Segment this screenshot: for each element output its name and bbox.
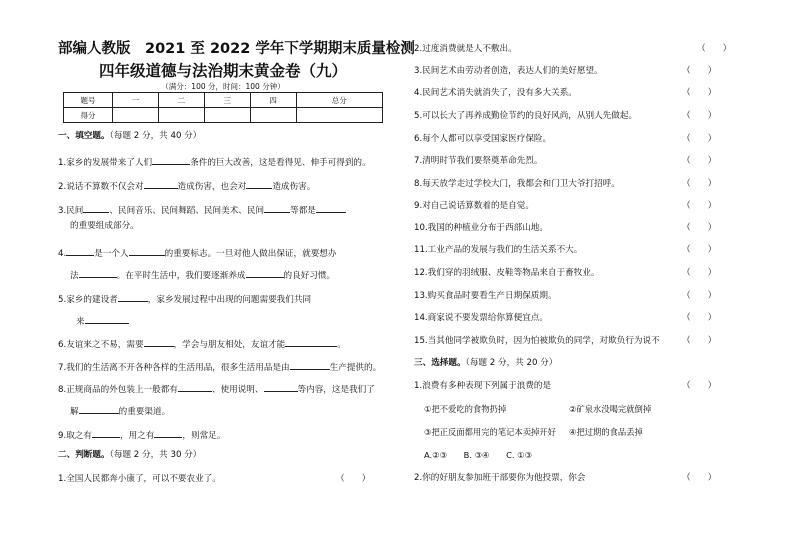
answer-blank[interactable] <box>144 179 178 189</box>
answer-paren[interactable]: （ ） <box>682 223 717 233</box>
answer-paren[interactable]: （ ） <box>682 111 717 121</box>
answer-blank[interactable] <box>178 382 212 392</box>
question-text: 的重要组成部分。 <box>70 221 139 231</box>
question-text: 7.我们的生活离不开各种各样的生活用品，很多生活用品是由 <box>58 363 290 373</box>
question-text: 2.过度消费就是人不敷出。 <box>414 44 517 54</box>
question-text: 造成伤害，也会对 <box>177 182 247 192</box>
question-text: 5.可以长大了再养成勤俭节约的良好风尚，从别人先做起。 <box>414 111 638 121</box>
section2-heading <box>58 450 398 461</box>
question-text: 。 <box>337 340 346 350</box>
exam-title-line2: 四年级道德与法治期末黄金卷（九） <box>98 62 347 80</box>
answer-blank[interactable] <box>85 314 129 324</box>
question-text: 生产提供的。 <box>329 363 382 373</box>
question-text: 9.取之有 <box>58 431 92 441</box>
question-text: 来 <box>76 317 85 327</box>
question-text: 等都是 <box>290 206 316 216</box>
answer-paren[interactable]: （ ） <box>682 313 717 323</box>
answer-blank[interactable] <box>144 337 174 347</box>
right-column <box>414 0 744 548</box>
question-text: 6.每个人都可以享受国家医疗保险。 <box>414 134 552 144</box>
fill-question-4 <box>58 246 398 260</box>
question-text: 3.民间 <box>58 206 84 216</box>
score-cell: 总分 <box>296 93 382 108</box>
fill-question-3-cont <box>70 221 410 232</box>
answer-blank[interactable] <box>83 203 109 213</box>
answer-paren[interactable]: （ ） <box>336 474 371 484</box>
score-cell: 得分 <box>64 108 113 123</box>
answer-blank[interactable] <box>79 404 119 414</box>
section-points: （每题 2 分，共 40 分） <box>109 131 202 141</box>
fill-question-8-cont <box>70 404 410 418</box>
score-table-header-row <box>64 93 383 108</box>
score-cell: 一 <box>113 93 159 108</box>
answer-paren[interactable]: （ ） <box>682 156 717 166</box>
fill-question-6 <box>58 337 398 351</box>
answer-blank[interactable] <box>285 337 337 347</box>
question-text: 12.我们穿的羽绒服、皮鞋等物品来自于畜牧业。 <box>414 268 600 278</box>
question-text: 、民间音乐、民间舞蹈、民间美术、民间 <box>109 206 265 216</box>
question-text: 1.全国人民都奔小康了，可以不要农业了。 <box>58 474 221 484</box>
score-cell: 四 <box>250 93 296 108</box>
question-text: 13.购买食品时要看生产日期保质期。 <box>414 291 557 301</box>
section-points: （每题 2 分，共 30 分） <box>109 450 202 460</box>
section-points: （每题 2 分，共 20 分） <box>465 358 558 368</box>
score-cell: 题号 <box>64 93 113 108</box>
question-text: 2.你的好朋友参加班干部要你为他投票，你会 <box>414 473 586 483</box>
question-text: ，家乡发展过程中出现的问题需要我们共同 <box>147 295 312 305</box>
choice-option: ④把过期的食品丢掉 <box>569 427 643 437</box>
answer-paren[interactable]: （ ） <box>682 336 717 346</box>
question-text: 5.家乡的建设者 <box>58 295 118 305</box>
answer-blank[interactable] <box>246 268 284 278</box>
answer-blank[interactable] <box>152 155 190 165</box>
exam-note: （满分：100 分，时间：100 分钟） <box>161 82 285 91</box>
question-text: 、使用说明、 <box>211 385 264 395</box>
question-text: 。在平时生活中，我们要逐渐养成 <box>116 271 246 281</box>
question-text: 法 <box>70 271 79 281</box>
question-text: 是一个人 <box>94 249 129 259</box>
score-input-cell[interactable] <box>113 108 159 123</box>
section-title: 一、填空题。 <box>58 131 110 141</box>
answer-paren[interactable]: （ ） <box>682 179 717 189</box>
question-text: 4. <box>58 249 67 259</box>
question-text: 的良好习惯。 <box>283 271 336 281</box>
answer-blank[interactable] <box>316 203 346 213</box>
question-text: ，则常足。 <box>182 431 226 441</box>
answer-paren[interactable]: （ ） <box>682 381 717 391</box>
question-text: 9.对自己说话算数着的是自觉。 <box>414 201 534 211</box>
answer-paren[interactable]: （ ） <box>682 245 717 255</box>
score-input-cell[interactable] <box>158 108 204 123</box>
fill-question-2 <box>58 179 398 193</box>
score-input-cell[interactable] <box>296 108 382 123</box>
question-text: 条件的巨大改善，这是看得见、伸手可得到的。 <box>190 158 371 168</box>
section-title: 三、选择题。 <box>414 358 466 368</box>
fill-question-7 <box>58 360 398 374</box>
answer-paren[interactable]: （ ） <box>682 268 717 278</box>
question-text: 的重要标志。一旦对他人做出保证，就要想办 <box>164 249 337 259</box>
answer-paren[interactable]: （ ） <box>682 66 717 76</box>
answer-paren[interactable]: （ ） <box>682 291 717 301</box>
choice-option: ③把正反面都用完的笔记本卖掉开好 <box>424 427 556 437</box>
section3-heading <box>414 358 754 369</box>
answer-paren[interactable]: （ ） <box>682 201 717 211</box>
choice-option: ①把不爱吃的食物扔掉 <box>424 404 507 414</box>
answer-blank[interactable] <box>154 428 182 438</box>
answer-blank[interactable] <box>92 428 120 438</box>
question-text: 4.民间艺术消失就消失了，没有多大关系。 <box>414 88 577 98</box>
fill-question-5 <box>58 292 398 306</box>
section-title: 二、判断题。 <box>58 450 110 460</box>
question-text: 7.清明时节我们要祭奠革命先烈。 <box>414 156 543 166</box>
question-text: 8.每天放学走过学校大门，我都会和门卫大爷打招呼。 <box>414 179 620 189</box>
question-text: 3.民间艺术由劳动者创造，表达人们的美好愿望。 <box>414 66 603 76</box>
answer-blank[interactable] <box>118 292 148 302</box>
question-text: 14.商家说不要发票给你算便宜点。 <box>414 313 548 323</box>
question-text: ，学会与朋友相处，友谊才能 <box>173 340 286 350</box>
question-text: 11.工业产品的发展与我们的生活关系不大。 <box>414 245 583 255</box>
answer-paren[interactable]: （ ） <box>682 88 717 98</box>
fill-question-1 <box>58 155 398 169</box>
question-text: 1.家乡的发展带来了人们 <box>58 158 153 168</box>
question-text: 8.正规商品的外包装上一般都有 <box>58 385 178 395</box>
question-text: ，用之有 <box>119 431 155 441</box>
answer-blank[interactable] <box>264 382 298 392</box>
question-text: 的重要渠道。 <box>118 407 171 417</box>
question-text: 10.我国的种植业分布于西部山地。 <box>414 223 548 233</box>
fill-question-8 <box>58 382 398 396</box>
answer-blank[interactable] <box>290 360 330 370</box>
score-cell: 三 <box>204 93 250 108</box>
question-text: 等内容，这是我们了 <box>297 385 375 395</box>
answer-paren[interactable]: （ ） <box>697 44 732 54</box>
fill-question-3 <box>58 203 398 217</box>
answer-blank[interactable] <box>246 179 272 189</box>
left-column <box>58 0 415 548</box>
question-text: 1.浪费有多种表现下列属于浪费的是 <box>414 381 552 391</box>
answer-blank[interactable] <box>79 268 117 278</box>
section1-heading <box>58 131 398 142</box>
score-cell: 二 <box>158 93 204 108</box>
answer-blank[interactable] <box>264 203 290 213</box>
question-text: 6.友谊来之不易，需要 <box>58 340 144 350</box>
score-table <box>63 92 383 123</box>
choice-option: ②矿泉水没喝完就倒掉 <box>569 404 652 414</box>
choice-answers: A.②③ B. ③④ C. ①③ <box>424 450 533 460</box>
question-text: 造成伤害。 <box>272 182 316 192</box>
score-table-score-row <box>64 108 383 123</box>
answer-blank[interactable] <box>66 246 94 256</box>
question-text: 解 <box>70 407 79 417</box>
answer-paren[interactable]: （ ） <box>682 473 717 483</box>
score-input-cell[interactable] <box>204 108 250 123</box>
answer-paren[interactable]: （ ） <box>682 134 717 144</box>
fill-question-5-cont <box>76 314 416 328</box>
score-input-cell[interactable] <box>250 108 296 123</box>
question-text: 2.说话不算数不仅会对 <box>58 182 144 192</box>
fill-question-9 <box>58 428 398 442</box>
answer-blank[interactable] <box>129 246 165 256</box>
fill-question-4-cont <box>70 268 410 282</box>
question-text: 15.当其他同学被欺负时，因为怕被欺负的同学，对欺负行为说不 <box>414 336 660 346</box>
exam-title-line1: 部编人教版 2021 至 2022 学年下学期期末质量检测 <box>58 41 415 57</box>
